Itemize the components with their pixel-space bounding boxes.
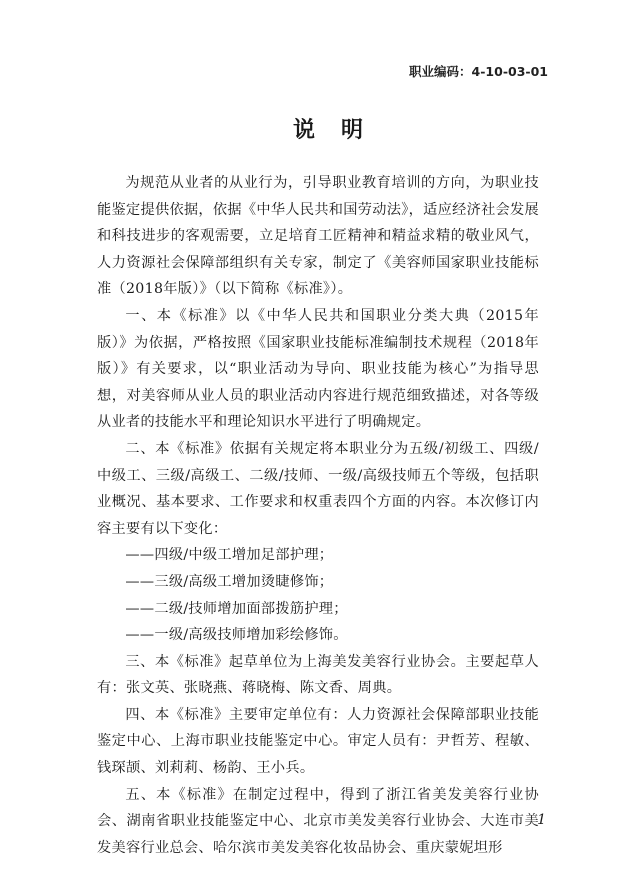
section-three-paragraph: 三、本《标准》起草单位为上海美发美容行业协会。主要起草人有：张文英、张晓燕、蒋晓梅、陈文香、周典。 xyxy=(97,653,539,697)
change-item: ——三级/高级工增加烫睫修饰； xyxy=(125,573,334,590)
occupation-code: 职业编码：4-10-03-01 xyxy=(409,64,548,79)
section-four-paragraph: 四、本《标准》主要审定单位有：人力资源社会保障部职业技能鉴定中心、上海市职业技能鉴定中心。审定人员有：尹哲芳、程敏、钱琛颉、刘莉莉、杨韵、王小兵。 xyxy=(97,706,539,777)
change-item: ——一级/高级技师增加彩绘修饰。 xyxy=(125,627,348,644)
section-two-paragraph: 二、本《标准》依据有关规定将本职业分为五级/初级工、四级/中级工、三级/高级工、二级/技师、一级/高级技师五个等级，包括职业概况、基本要求、工作要求和权重表四个方面的内容。本次修订内容主要有以下变化： xyxy=(97,440,539,537)
page-title: 说明 xyxy=(292,118,389,143)
change-item: ——二级/技师增加面部拨筋护理； xyxy=(125,600,348,617)
section-five-paragraph: 五、本《标准》在制定过程中，得到了浙江省美发美容行业协会、湖南省职业技能鉴定中心、北京市美发美容行业协会、大连市美发美容行业总会、哈尔滨市美发美容化妆品协会、重庆蒙妮坦形 xyxy=(97,786,539,856)
intro-paragraph: 为规范从业者的从业行为，引导职业教育培训的方向，为职业技能鉴定提供依据，依据《中华人民共和国劳动法》，适应经济社会发展和科技进步的客观需要，立足培育工匠精神和精益求精的敬业风气，人力资源社会保障部组织有关专家，制定了《美容师国家职业技能标准（2018年版）》（以下简称《标准》）。 xyxy=(97,175,540,298)
page-number: 1 xyxy=(537,812,546,828)
section-one-paragraph: 一、本《标准》以《中华人民共和国职业分类大典（2015年版）》为依据，严格按照《国家职业技能标准编制技术规程（2018年版）》有关要求，以“职业活动为导向、职业技能为核心”为指导思想，对美容师从业人员的职业活动内容进行规范细致描述，对各等级从业者的技能水平和理论知识水平进行了明确规定。 xyxy=(97,307,539,431)
body-text xyxy=(97,170,539,861)
change-item: ——四级/中级工增加足部护理； xyxy=(125,547,334,564)
